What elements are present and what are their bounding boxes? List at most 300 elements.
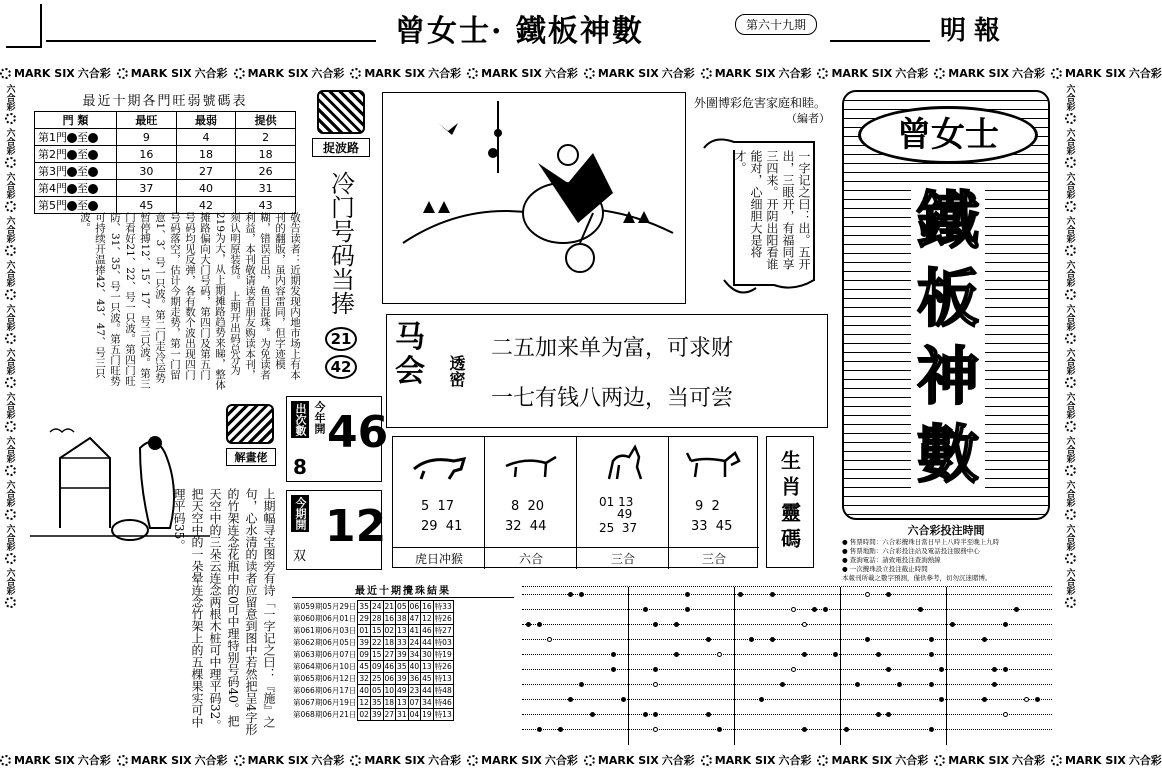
flower-icon <box>350 755 361 766</box>
trend-dot <box>844 727 849 732</box>
border-text-cn: 六合彩 <box>1064 172 1075 199</box>
border-unit <box>117 752 228 768</box>
trend-dot <box>950 622 955 627</box>
history-number: 25 <box>371 674 382 683</box>
gate-range: 至 <box>77 131 88 144</box>
trend-divider <box>946 587 947 745</box>
flower-icon <box>5 421 16 432</box>
gate-row <box>35 146 296 163</box>
border-unit <box>701 752 812 768</box>
history-number: 41 <box>409 626 420 635</box>
trend-row-line <box>522 714 1052 715</box>
history-row <box>292 637 453 649</box>
flower-icon <box>5 465 16 476</box>
trend-dot <box>982 697 987 702</box>
flower-icon <box>5 245 16 256</box>
history-row <box>292 709 453 721</box>
border-text-cn: 六合彩 <box>895 67 929 80</box>
flower-icon <box>350 68 361 79</box>
border-text-en: MARK SIX <box>130 753 192 767</box>
side-panel <box>842 90 1050 520</box>
gate-row <box>35 197 296 214</box>
header-rule <box>46 40 376 42</box>
border-unit <box>584 752 695 768</box>
trend-dot <box>674 622 679 627</box>
trend-dot <box>929 727 934 732</box>
trend-dot <box>537 622 542 627</box>
paper-logo: 明報 <box>940 16 1009 46</box>
border-unit <box>1064 260 1077 300</box>
reader-notice-text: 敬告读者：近期发现内地市场上有本刊的翻版，虽内容雷同，但字迹模糊，错误百出，鱼目混珠。为免读者利益，本刊敬请读者朋友购读本刊，须认明原装货。 上期开出码总分为219为大，从上期摊路趋势来睇，整体摊路偏向大门号码，第四门及第五门号码均见反弹，各有数个波出现四门号码落空，估计今期走势，第一门留意1、3、号一只波。第二门走冷运势暂停搏12、15、17、号三只波。第三门看好21、22、号一只波。第四门旺防、31、35、号一只波。第五门旺势可持续开温捧42、43、47、号三只波。 <box>79 212 301 390</box>
page-title: 曾女士· 鐵板神數 <box>395 14 644 49</box>
trend-dot <box>643 607 648 612</box>
trend-dot <box>1014 607 1019 612</box>
border-text-en: MARK SIX <box>481 753 542 767</box>
gate-row <box>35 163 296 180</box>
history-special: 特13 <box>434 674 452 683</box>
catch-road-badge: 捉波路 <box>312 138 370 157</box>
flower-icon <box>1065 553 1076 564</box>
trend-dot <box>929 682 934 687</box>
border-text-en: MARK SIX <box>130 66 192 80</box>
left-border-strip <box>0 84 20 749</box>
zodiac-nums-top: 9 2 <box>695 499 720 514</box>
border-unit <box>934 65 1045 81</box>
scroll-frame <box>694 130 832 300</box>
history-special: 特19 <box>434 650 452 659</box>
border-text-cn: 六合彩 <box>1064 568 1075 595</box>
border-text-cn: 六合彩 <box>77 67 111 80</box>
gate-weak: 4 <box>176 129 236 146</box>
history-table <box>292 600 454 721</box>
flower-icon <box>1065 465 1076 476</box>
flower-icon <box>1051 68 1062 79</box>
flower-icon <box>817 755 828 766</box>
border-text-en: MARK SIX <box>597 753 659 767</box>
gate-range: 至 <box>77 199 88 212</box>
border-text-cn: 六合彩 <box>1064 524 1075 551</box>
ball-icon <box>88 167 98 177</box>
zodiac-side-label: 生肖靈碼 <box>766 436 814 568</box>
history-number: 44 <box>422 686 432 695</box>
trend-dot <box>621 697 626 702</box>
trend-dot <box>568 592 573 597</box>
header-bar <box>0 0 1080 58</box>
border-text-cn: 六合彩 <box>4 172 15 199</box>
gate-hot: 37 <box>117 180 177 197</box>
flower-icon <box>934 68 945 79</box>
flower-icon <box>117 68 128 79</box>
flower-icon <box>1065 509 1076 520</box>
trend-dot <box>706 712 711 717</box>
history-number: 13 <box>422 662 432 671</box>
trend-dot <box>886 712 891 717</box>
ball-icon <box>67 150 77 160</box>
history-number: 40 <box>359 686 369 695</box>
side-big-title <box>886 182 1010 494</box>
border-text-cn: 六合彩 <box>1128 67 1162 80</box>
trend-dot <box>653 622 658 627</box>
catch-road-headline: 冷门号码当捧 <box>326 171 355 315</box>
trend-dot <box>579 592 584 597</box>
border-text-en: MARK SIX <box>831 66 893 80</box>
trend-dot <box>770 637 775 642</box>
gate-give: 43 <box>236 197 296 214</box>
trend-dot <box>738 592 743 597</box>
catch-road-number: 21 <box>325 327 357 351</box>
border-unit <box>467 752 578 768</box>
sketch-section <box>30 398 280 738</box>
border-text-cn: 六合彩 <box>4 216 15 243</box>
history-special: 特33 <box>434 602 452 611</box>
border-text-cn: 六合彩 <box>428 754 462 767</box>
border-text-en: MARK SIX <box>1065 753 1126 767</box>
history-date: 第064期06月10日 <box>293 662 357 671</box>
zodiac-cell-dog <box>669 437 759 569</box>
flower-icon <box>1065 333 1076 344</box>
poem-block <box>386 314 828 428</box>
trend-dot <box>823 607 828 612</box>
trend-dot <box>802 652 807 657</box>
history-number: 16 <box>384 614 395 623</box>
border-unit <box>1051 752 1162 768</box>
history-number: 49 <box>397 686 407 695</box>
history-number: 15 <box>371 650 382 659</box>
rider-on-ox-illustration <box>383 93 685 303</box>
border-unit <box>1064 392 1077 432</box>
history-special: 特13 <box>434 710 452 719</box>
history-number: 39 <box>359 638 369 647</box>
trend-dot <box>855 682 860 687</box>
current-value: 12 <box>325 501 387 552</box>
ball-icon <box>67 167 77 177</box>
flower-icon <box>234 68 245 79</box>
side-title-char: 鐵 <box>911 182 985 260</box>
history-number: 02 <box>384 626 395 635</box>
story-illustration <box>382 92 686 304</box>
history-special: 特27 <box>434 626 452 635</box>
bet-note: ● 一次攪珠設立投注截止時間 <box>842 565 928 573</box>
border-text-cn: 六合彩 <box>194 754 228 767</box>
flower-icon <box>5 201 16 212</box>
zodiac-nums-mid: 49 <box>617 507 633 521</box>
trend-dot <box>717 727 722 732</box>
history-number: 27 <box>384 650 395 659</box>
sketch-badge: 解畫佬 <box>226 448 276 466</box>
history-number: 04 <box>409 710 420 719</box>
ball-icon <box>67 133 77 143</box>
border-unit <box>1064 480 1077 520</box>
bet-title: 六合彩投注時間 <box>907 524 985 537</box>
current-box <box>286 490 387 570</box>
border-text-cn: 六合彩 <box>194 67 228 80</box>
history-number: 23 <box>409 686 420 695</box>
border-text-cn: 六合彩 <box>1064 480 1075 507</box>
history-number: 18 <box>384 698 395 707</box>
border-text-en: MARK SIX <box>714 753 776 767</box>
border-text-cn: 六合彩 <box>895 754 929 767</box>
gate-weak: 42 <box>176 197 236 214</box>
history-number: 09 <box>359 650 369 659</box>
border-unit <box>4 436 17 476</box>
gate-weak: 40 <box>176 180 236 197</box>
trend-dot <box>1003 622 1008 627</box>
gate-row <box>35 129 296 146</box>
flower-icon <box>1065 597 1076 608</box>
history-row <box>292 601 453 613</box>
border-unit <box>817 65 928 81</box>
trend-dot <box>812 607 817 612</box>
border-text-en: MARK SIX <box>247 66 309 80</box>
bet-note: ● 查詢電話：請致電投注查詢熱線 <box>842 556 941 564</box>
history-number: 24 <box>409 638 420 647</box>
sketch-text: 上期幅寻宝图旁有诗「一字记之曰：『施』之句，心水清的读者应留意到图中若然把呈4字形的竹架连念花瓶中的0可中理特别号码40。把天空中的三朵云连念两根木桩可中理平码32。把天空中的一朵晕连念竹架上的五棵果实可中理平码35。 <box>172 488 276 736</box>
flower-icon <box>5 509 16 520</box>
gate-label: 第3門 <box>38 165 67 178</box>
history-number: 34 <box>409 650 420 659</box>
history-number: 06 <box>384 674 395 683</box>
flower-icon <box>5 553 16 564</box>
poem-badge-small: 透密 <box>447 355 466 387</box>
history-number: 10 <box>384 686 395 695</box>
side-name: 曾女士 <box>858 106 1038 164</box>
border-unit <box>4 84 17 124</box>
border-unit <box>1064 84 1077 124</box>
history-number: 13 <box>397 698 407 707</box>
poem-line-1: 二五加来单为富，可求财 <box>491 336 734 361</box>
side-title-char: 數 <box>911 416 985 494</box>
right-border-strip <box>1060 84 1080 749</box>
border-text-cn: 六合彩 <box>1064 260 1075 287</box>
bet-note: ● 售票地點：六合彩投注站及電話投注服務中心 <box>842 547 980 555</box>
history-special: 特03 <box>434 638 452 647</box>
border-text-cn: 六合彩 <box>1064 348 1075 375</box>
flower-icon <box>5 289 16 300</box>
flower-icon <box>467 755 478 766</box>
trend-row-line <box>522 624 1052 625</box>
border-text-cn: 六合彩 <box>4 304 15 331</box>
trend-dot <box>897 682 902 687</box>
border-unit <box>4 524 17 564</box>
times-small-value: 8 <box>293 455 307 479</box>
border-text-cn: 六合彩 <box>1064 436 1075 463</box>
horse-icon <box>599 443 649 483</box>
sketch-logo-icon <box>226 404 274 444</box>
history-number: 36 <box>409 674 420 683</box>
history-special: 特26 <box>434 662 452 671</box>
border-text-cn: 六合彩 <box>1064 216 1075 243</box>
catch-road-number: 42 <box>325 355 357 379</box>
flower-icon <box>1065 421 1076 432</box>
trend-dot <box>770 592 775 597</box>
zodiac-cell-ox <box>485 437 577 569</box>
zodiac-caption: 三合 <box>669 547 759 567</box>
flower-icon <box>5 157 16 168</box>
history-number: 31 <box>397 710 407 719</box>
trend-dot <box>590 712 595 717</box>
trend-dot <box>886 667 891 672</box>
flower-icon <box>117 755 128 766</box>
trend-dot <box>611 667 616 672</box>
poem-line-2: 一七有钱八两边，当可尝 <box>491 386 734 411</box>
history-special: 特26 <box>434 614 452 623</box>
issue-badge: 第六十九期 <box>735 14 817 35</box>
history-special: 特48 <box>434 686 452 695</box>
history-date: 第068期06月21日 <box>293 710 357 719</box>
history-row <box>292 613 453 625</box>
border-text-cn: 六合彩 <box>428 67 462 80</box>
ball-icon <box>67 201 77 211</box>
gate-weak: 18 <box>176 146 236 163</box>
trend-dot <box>526 622 531 627</box>
history-number: 29 <box>359 614 369 623</box>
zodiac-grid <box>392 436 758 568</box>
border-text-en: MARK SIX <box>364 66 426 80</box>
poem-badge-big: 马会 <box>395 320 425 389</box>
zodiac-nums-bottom: 32 44 <box>505 519 547 534</box>
trend-dot <box>653 682 658 687</box>
border-unit <box>934 752 1045 768</box>
border-text-cn: 六合彩 <box>1128 754 1162 767</box>
border-unit <box>234 752 345 768</box>
trend-dot <box>717 652 722 657</box>
trend-row-line <box>522 684 1052 685</box>
history-date: 第059期05月29日 <box>293 602 357 611</box>
bet-note: ● 售票時間：六合彩攪珠日當日早上八時半至晚上九時 <box>842 538 1000 546</box>
current-label: 今期開 <box>291 495 309 532</box>
gate-weak: 27 <box>176 163 236 180</box>
trend-dot <box>918 607 923 612</box>
story-editor: （編者） <box>786 112 830 125</box>
trend-dot <box>1024 697 1029 702</box>
gate-hot: 9 <box>117 129 177 146</box>
zodiac-caption: 虎日冲猴 <box>393 547 485 567</box>
trend-dot <box>547 637 552 642</box>
border-unit <box>701 65 812 81</box>
gate-label: 第5門 <box>38 199 67 212</box>
border-text-en: MARK SIX <box>714 66 776 80</box>
history-number: 09 <box>371 662 382 671</box>
border-text-cn: 六合彩 <box>4 436 15 463</box>
gate-label: 第1門 <box>38 131 67 144</box>
zodiac-caption: 六合 <box>485 547 577 567</box>
history-number: 45 <box>359 662 369 671</box>
history-number: 45 <box>422 674 432 683</box>
zodiac-nums-top: 01 13 <box>599 495 634 509</box>
flower-icon <box>817 68 828 79</box>
border-unit <box>817 752 928 768</box>
zodiac-nums-bottom: 33 45 <box>691 519 733 534</box>
ball-icon <box>67 184 77 194</box>
trend-dot <box>1035 697 1040 702</box>
history-row <box>292 649 453 661</box>
trend-dot <box>929 637 934 642</box>
gate-hot: 30 <box>117 163 177 180</box>
trend-row-line <box>522 609 1052 610</box>
trend-row-line <box>522 699 1052 700</box>
history-number: 27 <box>384 710 395 719</box>
flower-icon <box>584 755 595 766</box>
history-number: 39 <box>397 650 407 659</box>
gate-give: 26 <box>236 163 296 180</box>
history-row <box>292 697 453 709</box>
trend-dot <box>558 727 563 732</box>
trend-row-line <box>522 669 1052 670</box>
history-number: 05 <box>371 686 382 695</box>
ball-icon <box>88 133 98 143</box>
times-value: 46 <box>327 407 389 458</box>
history-number: 38 <box>397 614 407 623</box>
trend-dot <box>653 727 658 732</box>
history-number: 46 <box>384 662 395 671</box>
trend-dot <box>568 697 573 702</box>
trend-dot <box>653 712 658 717</box>
gate-range: 至 <box>77 182 88 195</box>
times-label: 出次數 <box>291 401 309 438</box>
history-number: 32 <box>359 674 369 683</box>
scroll-text: 一字记之曰：出。五开出，三眼开，有福同享三四来。开阴出阳看谁能对，心细胆大是将才。 <box>733 150 811 270</box>
history-number: 35 <box>371 698 382 707</box>
trend-dot <box>992 682 997 687</box>
flower-icon <box>5 333 16 344</box>
history-number: 13 <box>397 626 407 635</box>
gate-row <box>35 180 296 197</box>
border-text-cn: 六合彩 <box>661 754 695 767</box>
border-unit <box>4 480 17 520</box>
border-text-en: MARK SIX <box>948 66 1010 80</box>
bottom-border-strip <box>0 751 1162 769</box>
flower-icon <box>701 755 712 766</box>
dog-icon <box>685 447 745 481</box>
ball-icon <box>88 184 98 194</box>
ball-icon <box>88 150 98 160</box>
trend-row-line <box>522 639 1052 640</box>
trend-dot <box>674 652 679 657</box>
trend-dot <box>833 652 838 657</box>
history-row <box>292 673 453 685</box>
trend-dot <box>939 667 944 672</box>
border-unit <box>1064 128 1077 168</box>
flower-icon <box>701 68 712 79</box>
history-date: 第067期06月19日 <box>293 698 357 707</box>
border-text-cn: 六合彩 <box>1064 304 1075 331</box>
history-number: 22 <box>371 638 382 647</box>
flower-icon <box>1065 289 1076 300</box>
trend-dot <box>791 667 796 672</box>
border-text-cn: 六合彩 <box>311 754 345 767</box>
history-date: 第065期06月12日 <box>293 674 357 683</box>
border-unit <box>234 65 345 81</box>
border-text-en: MARK SIX <box>597 66 659 80</box>
border-text-en: MARK SIX <box>948 753 1010 767</box>
border-text-en: MARK SIX <box>14 753 75 767</box>
trend-dot <box>685 607 690 612</box>
border-text-cn: 六合彩 <box>4 568 15 595</box>
trend-dot <box>876 712 881 717</box>
border-text-cn: 六合彩 <box>4 348 15 375</box>
trend-dot <box>1003 712 1008 717</box>
gate-header-row <box>35 112 296 129</box>
border-text-cn: 六合彩 <box>77 754 111 767</box>
border-unit <box>584 65 695 81</box>
border-unit <box>1064 304 1077 344</box>
border-text-cn: 六合彩 <box>4 128 15 155</box>
trend-dot <box>759 697 764 702</box>
history-number: 16 <box>422 602 432 611</box>
border-text-en: MARK SIX <box>14 66 75 80</box>
trend-dot <box>876 652 881 657</box>
trend-dot <box>685 592 690 597</box>
